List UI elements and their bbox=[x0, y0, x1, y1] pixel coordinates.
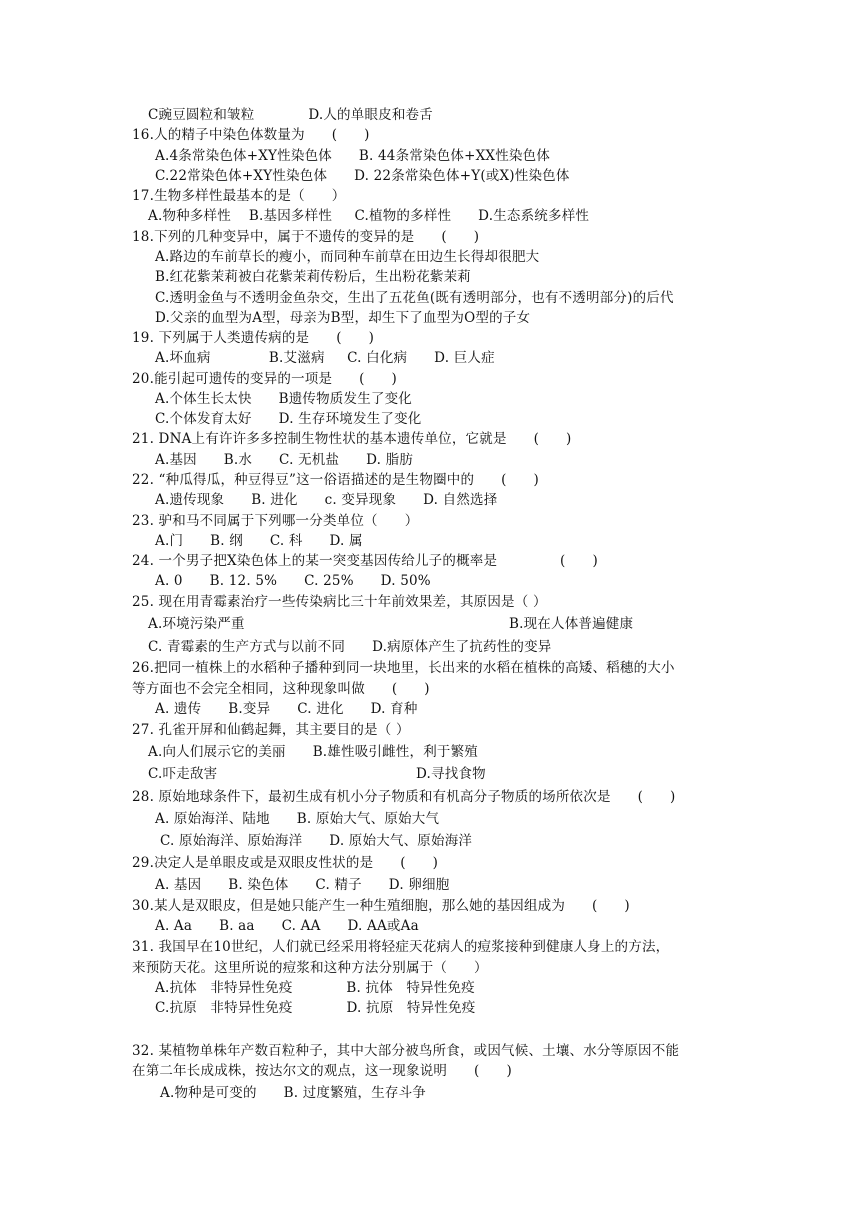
q22-stem: 22. “种瓜得瓜，种豆得豆”这一俗语描述的是生物圈中的 ( ) bbox=[132, 472, 539, 488]
q27-option-c: C.吓走敌害 bbox=[148, 766, 218, 782]
q15-options-cd: C豌豆圆粒和皱粒 D.人的单眼皮和卷舌 bbox=[148, 107, 433, 123]
q21-stem: 21. DNA上有许许多多控制生物性状的基本遗传单位，它就是 ( ) bbox=[132, 431, 572, 447]
q25-option-b: B.现在人体普遍健康 bbox=[509, 616, 634, 632]
q27-stem: 27. 孔雀开屏和仙鹤起舞，其主要目的是（ ） bbox=[132, 722, 410, 738]
q26-options: A. 遗传 B.变异 C. 进化 D. 育种 bbox=[155, 701, 418, 717]
q16-options-cd: C.22常染色体+XY性染色体 D. 22条常染色体+Y(或X)性染色体 bbox=[155, 168, 570, 184]
q25-option-a: A.环境污染严重 bbox=[148, 616, 245, 632]
q31-stem-line2: 来预防天花。这里所说的痘浆和这种方法分别属于（ ） bbox=[132, 960, 488, 976]
q29-stem: 29.决定人是单眼皮或是双眼皮性状的是 ( ) bbox=[132, 855, 439, 871]
q23-options: A.门 B. 纲 C. 科 D. 属 bbox=[155, 533, 363, 549]
q24-stem: 24. 一个男子把X染色体上的某一突变基因传给儿子的概率是 ( ) bbox=[132, 553, 598, 569]
q26-stem-line2: 等方面也不会完全相同，这种现象叫做 ( ) bbox=[132, 681, 430, 697]
q28-options-cd: C. 原始海洋、原始海洋 D. 原始大气、原始海洋 bbox=[160, 833, 473, 849]
q19-stem: 19. 下列属于人类遗传病的是 ( ) bbox=[132, 330, 375, 346]
q25-stem: 25. 现在用青霉素治疗一些传染病比三十年前效果差，其原因是（ ） bbox=[132, 594, 547, 610]
q18-option-a: A.路边的车前草长的瘦小，而同种车前草在田边生长得却很肥大 bbox=[155, 249, 540, 265]
q16-options-ab: A.4条常染色体+XY性染色体 B. 44条常染色体+XX性染色体 bbox=[155, 148, 551, 164]
q31-options-cd: C.抗原 非特异性免疫 D. 抗原 特异性免疫 bbox=[155, 1000, 476, 1016]
q23-stem: 23. 驴和马不同属于下列哪一分类单位（ ） bbox=[132, 513, 419, 529]
q18-option-b: B.红花紫茉莉被白花紫茉莉传粉后，生出粉花紫茉莉 bbox=[155, 269, 472, 285]
q29-options: A. 基因 B. 染色体 C. 精子 D. 卵细胞 bbox=[155, 877, 450, 893]
q28-stem: 28. 原始地球条件下，最初生成有机小分子物质和有机高分子物质的场所依次是 ( ) bbox=[132, 789, 676, 805]
q32-options-ab: A.物种是可变的 B. 过度繁殖，生存斗争 bbox=[160, 1085, 426, 1101]
q30-stem: 30.某人是双眼皮，但是她只能产生一种生殖细胞，那么她的基因组成为 ( ) bbox=[132, 898, 630, 914]
q16-stem: 16.人的精子中染色体数量为 ( ) bbox=[132, 127, 370, 143]
q27-options-ab: A.向人们展示它的美丽 B.雄性吸引雌性，利于繁殖 bbox=[148, 744, 478, 760]
q31-stem-line1: 31. 我国早在10世纪，人们就已经采用将轻症天花病人的痘浆接种到健康人身上的方法， bbox=[132, 939, 670, 955]
q19-options: A.坏血病 B.艾滋病 C. 白化病 D. 巨人症 bbox=[155, 350, 495, 366]
q21-options: A.基因 B.水 C. 无机盐 D. 脂肪 bbox=[155, 452, 414, 468]
q20-stem: 20.能引起可遗传的变异的一项是 ( ) bbox=[132, 371, 397, 387]
q26-stem-line1: 26.把同一植株上的水稻种子播种到同一块地里，长出来的水稻在植株的高矮、稻穗的大小 bbox=[132, 660, 675, 676]
q18-stem: 18.下列的几种变异中，属于不遗传的变异的是 ( ) bbox=[132, 229, 480, 245]
q28-options-ab: A. 原始海洋、陆地 B. 原始大气、原始大气 bbox=[155, 811, 440, 827]
q18-option-d: D.父亲的血型为A型，母亲为B型，却生下了血型为O型的子女 bbox=[155, 310, 531, 326]
q20-options-ab: A.个体生长太快 B遗传物质发生了变化 bbox=[155, 391, 413, 407]
q32-stem-line2: 在第二年长成成株，按达尔文的观点，这一现象说明 ( ) bbox=[132, 1063, 512, 1079]
q32-stem-line1: 32. 某植物单株年产数百粒种子，其中大部分被鸟所食，或因气候、土壤、水分等原因不能 bbox=[132, 1043, 680, 1059]
q17-stem: 17.生物多样性最基本的是（ ） bbox=[132, 188, 346, 204]
q20-options-cd: C.个体发育太好 D. 生存环境发生了变化 bbox=[155, 411, 422, 427]
q30-options: A. Aa B. aa C. AA D. AA或Aa bbox=[155, 918, 419, 934]
q25-options-cd: C. 青霉素的生产方式与以前不同 D.病原体产生了抗药性的变异 bbox=[148, 639, 552, 655]
q24-options: A. 0 B. 12. 5% C. 25% D. 50% bbox=[155, 573, 431, 589]
q31-options-ab: A.抗体 非特异性免疫 B. 抗体 特异性免疫 bbox=[155, 980, 475, 996]
q18-option-c: C.透明金鱼与不透明金鱼杂交，生出了五花鱼(既有透明部分，也有不透明部分)的后代 bbox=[155, 290, 674, 306]
q22-options: A.遗传现象 B. 进化 c. 变异现象 D. 自然选择 bbox=[155, 492, 498, 508]
q17-options: A.物种多样性 B.基因多样性 C.植物的多样性 D.生态系统多样性 bbox=[148, 208, 590, 224]
q27-option-d: D.寻找食物 bbox=[416, 766, 486, 782]
